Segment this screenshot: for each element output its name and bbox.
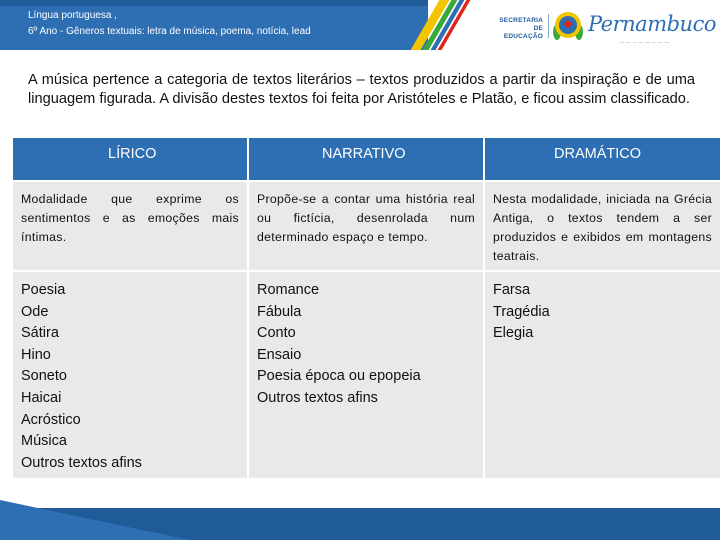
header-band-top (0, 0, 428, 6)
logo-divider (548, 14, 549, 38)
genre-item: Fábula (257, 303, 302, 320)
genre-item: Sátira (21, 325, 59, 342)
genre-item: Farsa (493, 282, 531, 298)
header-cell-lirico (13, 138, 247, 180)
pernambuco-logo-tagline: — — — — — — — — (620, 40, 670, 45)
genre-item: Elegia (493, 325, 534, 342)
genre-item: Romance (257, 282, 320, 298)
genre-item: Tragédia (493, 303, 550, 320)
footer-band (0, 500, 720, 540)
genre-item: Ensaio (257, 346, 302, 363)
intro-paragraph: A música pertence a categoria de textos literários – textos produzidos a partir da inspiração e de uma linguagem figurada. A divisão destes textos foi feita por Aristóteles e Platão, e ficou assim classificado. (28, 72, 695, 107)
genre-item: Outros textos afins (257, 389, 378, 406)
genres-table (13, 138, 720, 478)
genre-item: Soneto (21, 368, 67, 385)
genres-narrativo (249, 272, 483, 478)
genre-item: Acróstico (21, 411, 81, 428)
genre-item: Poesia (21, 282, 66, 298)
header-cell-narrativo (249, 138, 483, 180)
description-narrativo: Propõe-se a contar uma história real ou fictícia, desenrolada num determinado espaço e tempo. (249, 182, 483, 270)
description-dramatico: Nesta modalidade, iniciada na Grécia Antiga, o textos tendem a ser produzidos e exibidos em montagens teatrais. (485, 182, 720, 270)
header-subject: Língua portuguesa , (28, 10, 117, 21)
header (0, 0, 720, 57)
header-label-lirico: LÍRICO (108, 146, 157, 162)
header-topic: 6º Ano - Gêneros textuais: letra de música, poema, notícia, lead (28, 26, 311, 37)
genre-item: Música (21, 433, 67, 450)
genre-item: Hino (21, 346, 51, 363)
header-label-narrativo: NARRATIVO (322, 146, 406, 162)
genre-item: Conto (257, 325, 296, 342)
genre-item: Ode (21, 303, 49, 320)
genres-lirico (13, 272, 247, 478)
genre-item: Poesia época ou epopeia (257, 368, 421, 385)
pernambuco-logo: Pernambuco (588, 12, 716, 36)
header-title (28, 8, 311, 40)
genre-item: Outros textos afins (21, 454, 142, 471)
state-crest-icon (553, 10, 583, 42)
header-cell-dramatico (485, 138, 720, 180)
genre-item: Haicai (21, 389, 62, 406)
secretaria-logo-text: SECRETARIA DE EDUCAÇÃO (499, 17, 543, 40)
genres-dramatico (485, 272, 720, 478)
footer-accent (0, 500, 190, 540)
header-label-dramatico: DRAMÁTICO (554, 146, 641, 162)
description-lirico: Modalidade que exprime os sentimentos e as emoções mais íntimas. (13, 182, 247, 270)
